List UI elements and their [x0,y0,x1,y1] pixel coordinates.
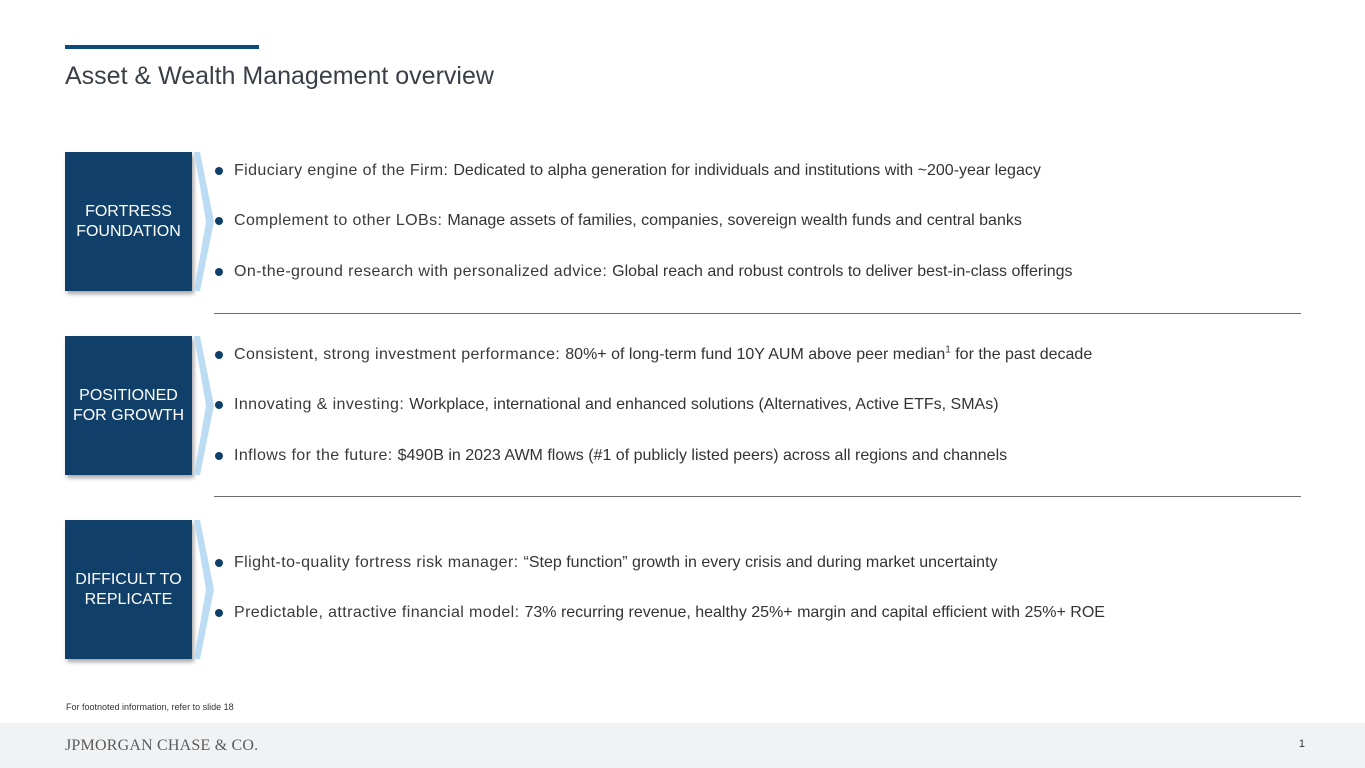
bullet-dot-icon [215,609,223,617]
bullet-dot-icon [215,559,223,567]
footnote-marker: 1 [945,344,951,356]
section-divider [214,496,1301,497]
bullet-text: Manage assets of families, companies, sovereign wealth funds and central banks [447,212,1022,229]
company-logo: JPMORGAN CHASE & CO. [65,737,259,754]
bullet-lead: Complement to other LOBs: [234,212,443,229]
section-label-box [65,336,192,475]
bullet-text: $490B in 2023 AWM flows (#1 of publicly listed peers) across all regions and channels [397,447,1008,464]
list-item [215,263,1073,281]
bullet-text-after: for the past decade [950,346,1093,363]
bullet-dot-icon [215,351,223,359]
chevron-right-icon [194,152,214,291]
bullet-list [215,336,1305,475]
page-number: 1 [1298,738,1305,750]
section-label: POSITIONED FOR GROWTH [72,386,185,424]
title-accent-bar [65,45,259,49]
bullet-lead: On-the-ground research with personalized advice: [234,263,608,280]
section-label-box [65,152,192,291]
list-item [215,346,1092,364]
bullet-lead: Flight-to-quality fortress risk manager: [234,554,519,571]
bullet-text: 73% recurring revenue, healthy 25%+ margin and capital efficient with 25%+ ROE [524,604,1105,621]
footnote: For footnoted information, refer to slide 18 [66,702,234,712]
section-label-box [65,520,192,659]
bullet-lead: Predictable, attractive financial model: [234,604,520,621]
page-title: Asset & Wealth Management overview [65,62,494,90]
bullet-list [215,520,1305,659]
bullet-dot-icon [215,452,223,460]
section-label: DIFFICULT TO REPLICATE [75,570,182,608]
bullet-text-main: 80%+ of long-term fund 10Y AUM above peer median [565,346,946,363]
list-item [215,554,998,572]
list-item [215,212,1022,230]
chevron-right-icon [194,520,214,659]
bullet-lead: Consistent, strong investment performance: [234,346,561,363]
bullet-text: Dedicated to alpha generation for individuals and institutions with ~200-year legacy [453,162,1041,179]
list-item [215,604,1105,622]
bullet-lead: Inflows for the future: [234,447,393,464]
list-item [215,396,999,414]
bullet-dot-icon [215,167,223,175]
footer-bar [0,723,1365,768]
bullet-text: Workplace, international and enhanced solutions (Alternatives, Active ETFs, SMAs) [409,396,999,413]
bullet-text [565,346,1092,364]
bullet-text: “Step function” growth in every crisis and during market uncertainty [523,554,998,571]
bullet-lead: Fiduciary engine of the Firm: [234,162,449,179]
section-label: FORTRESS FOUNDATION [76,202,181,240]
bullet-text: Global reach and robust controls to deliver best-in-class offerings [612,263,1073,280]
bullet-dot-icon [215,268,223,276]
list-item [215,162,1041,180]
bullet-dot-icon [215,401,223,409]
bullet-lead: Innovating & investing: [234,396,405,413]
list-item [215,447,1007,465]
bullet-list [215,152,1305,291]
section-divider [214,313,1301,314]
chevron-right-icon [194,336,214,475]
bullet-dot-icon [215,217,223,225]
